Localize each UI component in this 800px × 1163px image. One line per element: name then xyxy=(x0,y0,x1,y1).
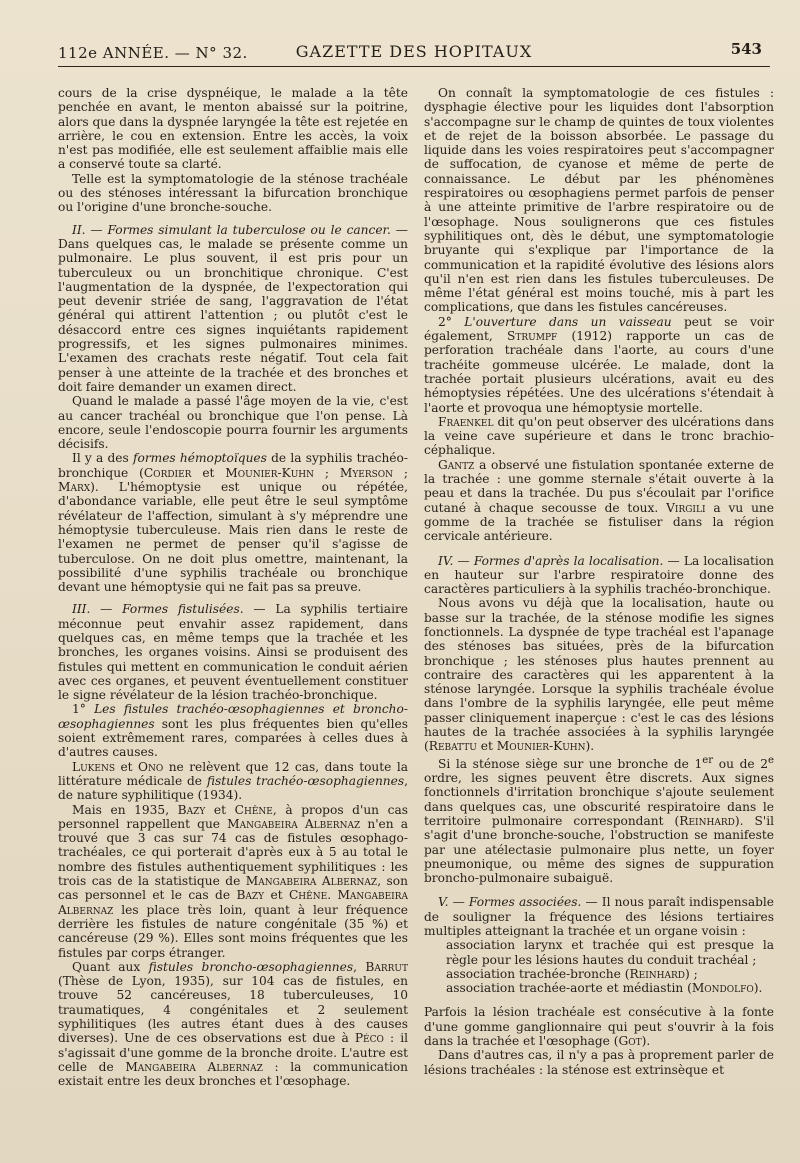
paragraph: On connaît la symptomatologie de ces fistules : dysphagie élective pour les liquides dont l'absorption s'accompagne sur le champ de quintes de toux violentes et de rejet de la boisson absorbée. Le passage du liquide dans les voies respiratoires peut s'accompagner de suffocation, de cyanose et même de perte de connaissance. Le début par les phénomènes respiratoires ou œsophagiens permet parfois de penser à une atteinte primitive de l'arbre respiratoire ou de l'œsophage. Nous soulignerons que ces fistules syphilitiques ont, dès le début, une symptomatologie bruyante qui s'explique par l'importance de la communication et la rapidité évolutive des lésions alors qu'il n'en est rien dans les fistules tuberculeuses. De même l'état général est moins touché, mis à part les complications, que dans les fistules cancéreuses. xyxy=(424,86,774,315)
paragraph: Mais en 1935, Bazy et Chêne, à propos d'un cas personnel rappellent que Mangabeira Albernaz n'en a trouvé que 3 cas sur 74 cas de fistules œsophago-trachéales, ce qui porterait d'après eux à 5 au total le nombre des fistules authentiquement syphilitiques : les trois cas de la statistique de Mangabeira Albernaz, son cas personnel et le cas de Bazy et Chêne. Mangabeira Albernaz les place très loin, quant à leur fréquence derrière les fistules de nature congénitale (35 %) et cancéreuse (29 %). Elles sont moins fréquentes que les fistules par corps étranger. xyxy=(58,802,408,960)
paragraph: association trachée-aorte et médiastin (Mondolfo). xyxy=(446,981,763,996)
paragraph: V. — Formes associées. — Il nous paraît indispensable de souligner la fréquence des lésions tertiaires multiples atteignant la trachée et un organe voisin : xyxy=(424,895,774,938)
paragraph: Si la sténose siège sur une bronche de 1er ou de 2e ordre, les signes peuvent être discrets. Aux signes fonctionnels d'irritation bronchique s'ajoute seulement dans quelques cas, une obscurité respiratoire dans le territoire pulmonaire correspondant (Reinhard). S'il s'agit d'une bronche-souche, l'obstruction se manifeste par une atélectasie pulmonaire plus nette, un foyer pneumonique, ou même des signes de suppuration broncho-pulmonaire subaiguë. xyxy=(424,754,774,886)
journal-title: GAZETTE DES HOPITAUX xyxy=(295,42,533,61)
paragraph: Quant aux fistules broncho-œsophagiennes, Barrut (Thèse de Lyon, 1935), sur 104 cas de fistules, en trouve 52 cancéreuses, 18 tuberculeuses, 10 traumatiques, 4 congénitales et 2 seulement syphilitiques (les autres étant dues à des causes diverses). Une de ces observations est due à Péco : il s'agissait d'une gomme de la bronche droite. L'autre est celle de Mangabeira Albernaz : la communication existait entre les deux bronches et l'œsophage. xyxy=(58,959,408,1089)
paragraph: Nous avons vu déjà que la localisation, haute ou basse sur la trachée, de la sténose modifie les signes fonctionnels. La dyspnée de type trachéal est l'apanage des sténoses bas situées, près de la bifurcation bronchique ; les sténoses plus hautes prennent au contraire des caractères qui les apparentent à la sténose laryngée. Lorsque la syphilis trachéale évolue dans l'ombre de la syphilis laryngée, elle peut même passer cliniquement inaperçue : c'est le cas des lésions hautes de la trachée associées à la syphilis laryngée (Rebattu et Mounier-Kuhn). xyxy=(424,596,774,754)
paragraph: association larynx et trachée qui est presque la règle pour les lésions hautes du conduit trachéal ; xyxy=(446,938,774,967)
paragraph: Il y a des formes hémoptoïques de la syphilis trachéo-bronchique (Cordier et Mounier-Kuhn ; Myerson ; Marx). L'hémoptysie est unique ou répétée, d'abondance variable, elle peut être le seul symptôme révélateur de l'affection, simulant à s'y méprendre une hémoptysie tuberculeuse. Mais rien dans le reste de l'examen ne permet de penser qu'il s'agisse de tuberculose. On ne doit plus omettre, maintenant, la possibilité d'une syphilis trachéale ou bronchique devant une hémoptysie qui ne fait pas sa preuve. xyxy=(58,451,408,595)
paragraph: Telle est la symptomatologie de la sténose trachéale ou des sténoses intéressant la bifurcation bronchique ou l'origine d'une bronche-souche. xyxy=(58,171,408,215)
right-column xyxy=(424,86,774,1143)
paragraph: Parfois la lésion trachéale est consécutive à la fonte d'une gomme ganglionnaire qui peut s'ouvrir à la fois dans la trachée et l'œsophage (Got). xyxy=(424,1005,774,1049)
paragraph: Fraenkel dit qu'on peut observer des ulcérations dans la veine cave supérieure et dans le tronc brachio-céphalique. xyxy=(424,414,774,458)
paragraph: association trachée-bronche (Reinhard) ; xyxy=(446,966,698,981)
issue-label: 112e ANNÉE. — N° 32. xyxy=(58,44,248,62)
paragraph: Gantz a observé une fistulation spontanée externe de la trachée : une gomme sternale s'était ouverte à la peau et dans la trachée. Du pus s'écoulait par l'orifice cutané à chaque secousse de toux. Virgili a vu une gomme de la trachée se fistuliser dans la région cervicale antérieure. xyxy=(424,457,774,544)
paragraph: Quand le malade a passé l'âge moyen de la vie, c'est au cancer trachéal ou bronchique que l'on pense. Là encore, seule l'endoscopie pourra fournir les arguments décisifs. xyxy=(58,394,408,452)
paragraph: IV. — Formes d'après la localisation. — La localisation en hauteur sur l'arbre respiratoire donne des caractères particuliers à la syphilis trachéo-bronchique. xyxy=(424,553,774,597)
page-number: 543 xyxy=(730,40,762,58)
paragraph: II. — Formes simulant la tuberculose ou le cancer. — Dans quelques cas, le malade se présente comme un pulmonaire. Le plus souvent, il est pris pour un tuberculeux ou un bronchitique chronique. C'est l'augmentation de la dyspnée, de l'expectoration qui peut devenir striée de sang, l'aggravation de l'état général qui attirent l'attention ; ou plutôt c'est le désaccord entre ces signes inquiétants rapidement progressifs, et les signes pulmonaires minimes. L'examen des crachats reste négatif. Tout cela fait penser à une atteinte de la trachée et des bronches et doit faire demander un examen direct. xyxy=(58,222,408,394)
paragraph: Dans d'autres cas, il n'y a pas à proprement parler de lésions trachéales : la sténose est extrinsèque et xyxy=(424,1048,774,1077)
paragraph: 1° Les fistules trachéo-œsophagiennes et broncho-œsophagiennes sont les plus fréquentes bien qu'elles soient extrêmement rares, comparées à celles dues à d'autres causes. xyxy=(58,702,408,760)
page-header xyxy=(58,38,770,67)
paragraph: III. — Formes fistulisées. — La syphilis tertiaire méconnue peut envahir assez rapidement, dans quelques cas, en même temps que la trachée et les bronches, les organes voisins. Ainsi se produisent des fistules qui mettent en communication le conduit aérien avec ces organes, et peuvent éventuellement constituer le signe révélateur de la lésion trachéo-bronchique. xyxy=(58,602,408,703)
paragraph: Lukens et Ono ne relèvent que 12 cas, dans toute la littérature médicale de fistules trachéo-œsophagiennes, de nature syphilitique (1934). xyxy=(58,759,408,803)
paragraph: cours de la crise dyspnéique, le malade a la tête penchée en avant, le menton abaissé sur la poitrine, alors que dans la dyspnée laryngée la tête est rejetée en arrière, le cou en extension. Entre les accès, la voix n'est pas modifiée, elle est seulement affaiblie mais elle a conservé toute sa clarté. xyxy=(58,86,408,172)
left-column xyxy=(58,86,408,1143)
paragraph: 2° L'ouverture dans un vaisseau peut se voir également, Strumpf (1912) rapporte un cas de perforation trachéale dans l'aorte, au cours d'une trachéite gommeuse ulcérée. Le malade, dont la trachée portait plusieurs ulcérations, avait eu des hémoptysies répétées. Une des ulcérations s'étendait à l'aorte et provoqua une hémoptysie mortelle. xyxy=(424,314,774,415)
